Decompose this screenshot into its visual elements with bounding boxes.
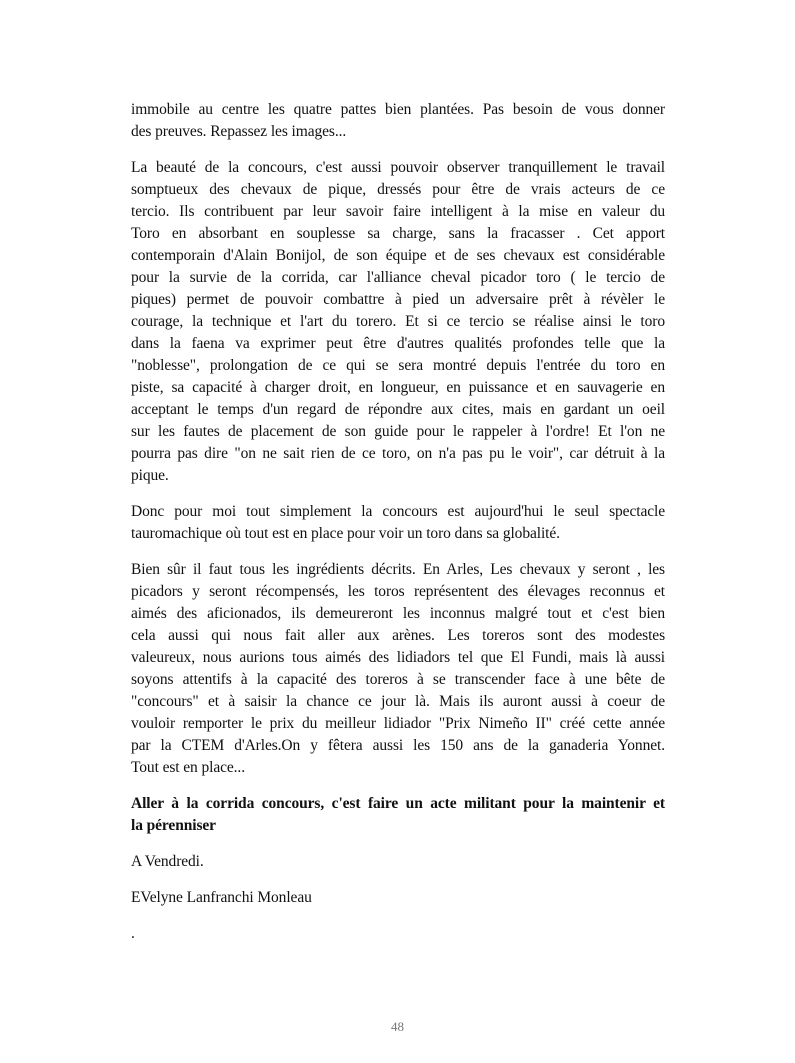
text-line: A Vendredi. [131, 853, 204, 870]
text-line: par la CTEM d'Arles.On y fêtera aussi les 150 ans de la ganaderia Yonnet. [131, 737, 665, 754]
text-line: valeureux, nous aurions tous aimés des lidiadors tel que El Fundi, mais là aussi [131, 649, 665, 666]
text-line: acceptant le temps d'un regard de répondre aux cites, mais en gardant un oeil [131, 401, 665, 418]
text-line: soyons attentifs à la capacité des toreros à se transcender face à une bête de [131, 671, 665, 688]
paragraph [131, 923, 665, 945]
document-body [131, 99, 665, 959]
text-line: Toro en absorbant en souplesse sa charge, sans la fracasser . Cet apport [131, 225, 665, 242]
paragraph [131, 887, 665, 909]
text-line: "concours" et à saisir la chance ce jour là. Mais ils auront aussi à coeur de [131, 693, 665, 710]
text-line: sur les fautes de placement de son guide pour le rappeler à l'ordre! Et l'on ne [131, 423, 665, 440]
text-line: picadors y seront récompensés, les toros représentent des élevages reconnus et [131, 583, 665, 600]
text-line: cela aussi qui nous fait aller aux arènes. Les toreros sont des modestes [131, 627, 665, 644]
text-line: La beauté de la concours, c'est aussi pouvoir observer tranquillement le travail [131, 159, 665, 176]
text-line: piste, sa capacité à charger droit, en longueur, en puissance et en sauvagerie en [131, 379, 665, 396]
text-line: des preuves. Repassez les images... [131, 123, 347, 140]
paragraph [131, 851, 665, 873]
text-line: . [131, 925, 135, 942]
text-line: courage, la technique et l'art du torero. Et si ce tercio se réalise ainsi le toro [131, 313, 665, 330]
text-line: somptueux des chevaux de pique, dressés pour être de vrais acteurs de ce [131, 181, 665, 198]
text-line: Aller à la corrida concours, c'est faire un acte militant pour la maintenir et [131, 795, 665, 812]
paragraph [131, 157, 665, 487]
text-line: Bien sûr il faut tous les ingrédients décrits. En Arles, Les chevaux y seront , les [131, 561, 665, 578]
text-line: dans la faena va exprimer peut être d'autres qualités profondes telle que la [131, 335, 665, 352]
text-line: tauromachique où tout est en place pour voir un toro dans sa globalité. [131, 525, 560, 542]
text-line: vouloir remporter le prix du meilleur lidiador "Prix Nimeño II" créé cette année [131, 715, 665, 732]
text-line: "noblesse", prolongation de ce qui se sera montré depuis l'entrée du toro en [131, 357, 665, 374]
text-line: piques) permet de pouvoir combattre à pied un adversaire prêt à révèler le [131, 291, 665, 308]
text-line: EVelyne Lanfranchi Monleau [131, 889, 312, 906]
page-number: 48 [391, 1019, 404, 1034]
text-line: pour la survie de la corrida, car l'alliance cheval picador toro ( le tercio de [131, 269, 665, 286]
text-line: pique. [131, 467, 169, 484]
text-line: immobile au centre les quatre pattes bien plantées. Pas besoin de vous donner [131, 101, 665, 118]
text-line: Tout est en place... [131, 759, 245, 776]
text-line: Donc pour moi tout simplement la concours est aujourd'hui le seul spectacle [131, 503, 665, 520]
paragraph [131, 559, 665, 779]
text-line: la pérenniser [131, 817, 216, 834]
bold-paragraph [131, 793, 665, 837]
paragraph [131, 501, 665, 545]
text-line: pourra pas dire "on ne sait rien de ce toro, on n'a pas pu le voir", car détruit à la [131, 445, 665, 462]
text-line: contemporain d'Alain Bonijol, de son équipe et de ses chevaux est considérable [131, 247, 665, 264]
paragraph [131, 99, 665, 143]
text-line: aimés des aficionados, ils demeureront les inconnus malgré tout et c'est bien [131, 605, 665, 622]
text-line: tercio. Ils contribuent par leur savoir faire intelligent à la mise en valeur du [131, 203, 665, 220]
